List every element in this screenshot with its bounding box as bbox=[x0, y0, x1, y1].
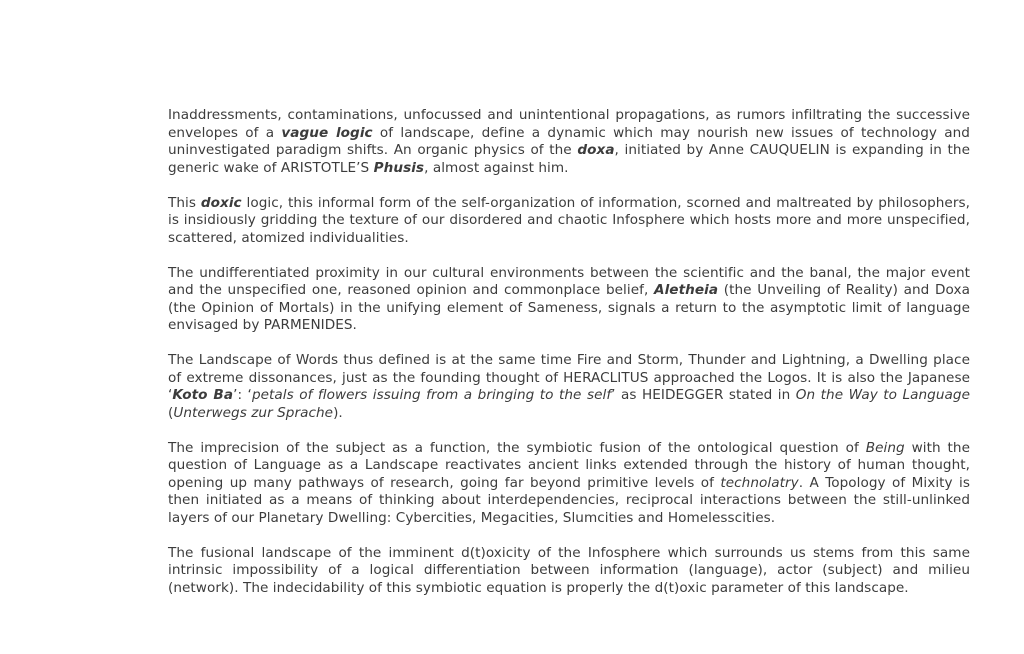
emphasis-text: doxa bbox=[577, 142, 615, 158]
text-run: ). bbox=[333, 404, 343, 421]
document-text bbox=[168, 107, 970, 597]
emphasis-text: doxic bbox=[200, 194, 242, 211]
paragraph bbox=[168, 440, 970, 528]
text-run: The imprecision of the subject as a function, the symbiotic fusion of the ontological question of bbox=[168, 439, 866, 456]
text-run: with the question of Language as a Landscape reactivates ancient links extended through the history of human thought, opening up many pathways of research, going far beyond primitive levels of bbox=[168, 439, 970, 491]
emphasis-text: vague logic bbox=[281, 124, 373, 141]
text-run: The undifferentiated proximity in our cultural environments between the scientific and the banal, the major event and the unspecified one, reasoned opinion and commonplace belief, bbox=[168, 264, 970, 298]
text-run: The Landscape of Words thus defined is at the same time Fire and Storm, Thunder and Lightning, a Dwelling place of extreme dissonances, just as the founding thought of HERACLITUS approached the Logos. It is also the Japanese ‘ bbox=[168, 352, 970, 403]
text-run: , almost against him. bbox=[424, 159, 569, 176]
emphasis-text: On the Way to Language bbox=[795, 387, 970, 403]
paragraph bbox=[168, 195, 970, 248]
text-run: ’: ‘ bbox=[233, 387, 252, 403]
paragraph bbox=[168, 265, 970, 335]
text-run: logic, this informal form of the self-organization of information, scorned and maltreated by philosophers, is insidiously gridding the texture of our disordered and chaotic Infosphere which hosts more and more unspecified, scattered, atomized individualities. bbox=[168, 194, 970, 246]
text-run: (the Unveiling of Reality) and Doxa (the Opinion of Mortals) in the unifying element of Sameness, signals a return to the asymptotic limit of language envisaged by PARMENIDES. bbox=[168, 282, 970, 333]
text-run: This bbox=[168, 194, 201, 211]
emphasis-text: Phusis bbox=[373, 159, 425, 176]
emphasis-text: Koto Ba bbox=[172, 387, 234, 403]
emphasis-text: Unterwegs zur Sprache bbox=[173, 404, 334, 421]
paragraph bbox=[168, 545, 970, 598]
text-run: ( bbox=[168, 404, 174, 421]
text-run: Inaddressments, contaminations, unfocussed and unintentional propagations, as rumors infiltrating the successive envelopes of a bbox=[168, 107, 970, 141]
paragraph bbox=[168, 352, 970, 422]
text-run: , initiated by Anne CAUQUELIN is expanding in the generic wake of ARISTOTLE’S bbox=[168, 142, 970, 176]
text-run: . A Topology of Mixity is then initiated as a means of thinking about interdependencies, reciprocal interactions between the still-unlinked layers of our Planetary Dwelling: Cybercities, Megacities, Slumcities and Homelesscities. bbox=[168, 474, 970, 526]
emphasis-text: Being bbox=[865, 439, 905, 456]
emphasis-text: Aletheia bbox=[654, 282, 719, 298]
paragraph bbox=[168, 107, 970, 177]
text-run: ’ as HEIDEGGER stated in bbox=[611, 387, 796, 403]
emphasis-text: technolatry bbox=[720, 474, 799, 491]
emphasis-text: petals of flowers issuing from a bringing to the self bbox=[251, 387, 612, 403]
text-run: The fusional landscape of the imminent d(t)oxicity of the Infosphere which surrounds us stems from this same intrinsic impossibility of a logical differentiation between information (language), actor (subject) and milieu (network). The indecidability of this symbiotic equation is properly the d(t)oxic parameter of this landscape. bbox=[168, 544, 970, 596]
text-run: of landscape, define a dynamic which may nourish new issues of technology and uninvestigated paradigm shifts. An organic physics of the bbox=[168, 124, 970, 158]
